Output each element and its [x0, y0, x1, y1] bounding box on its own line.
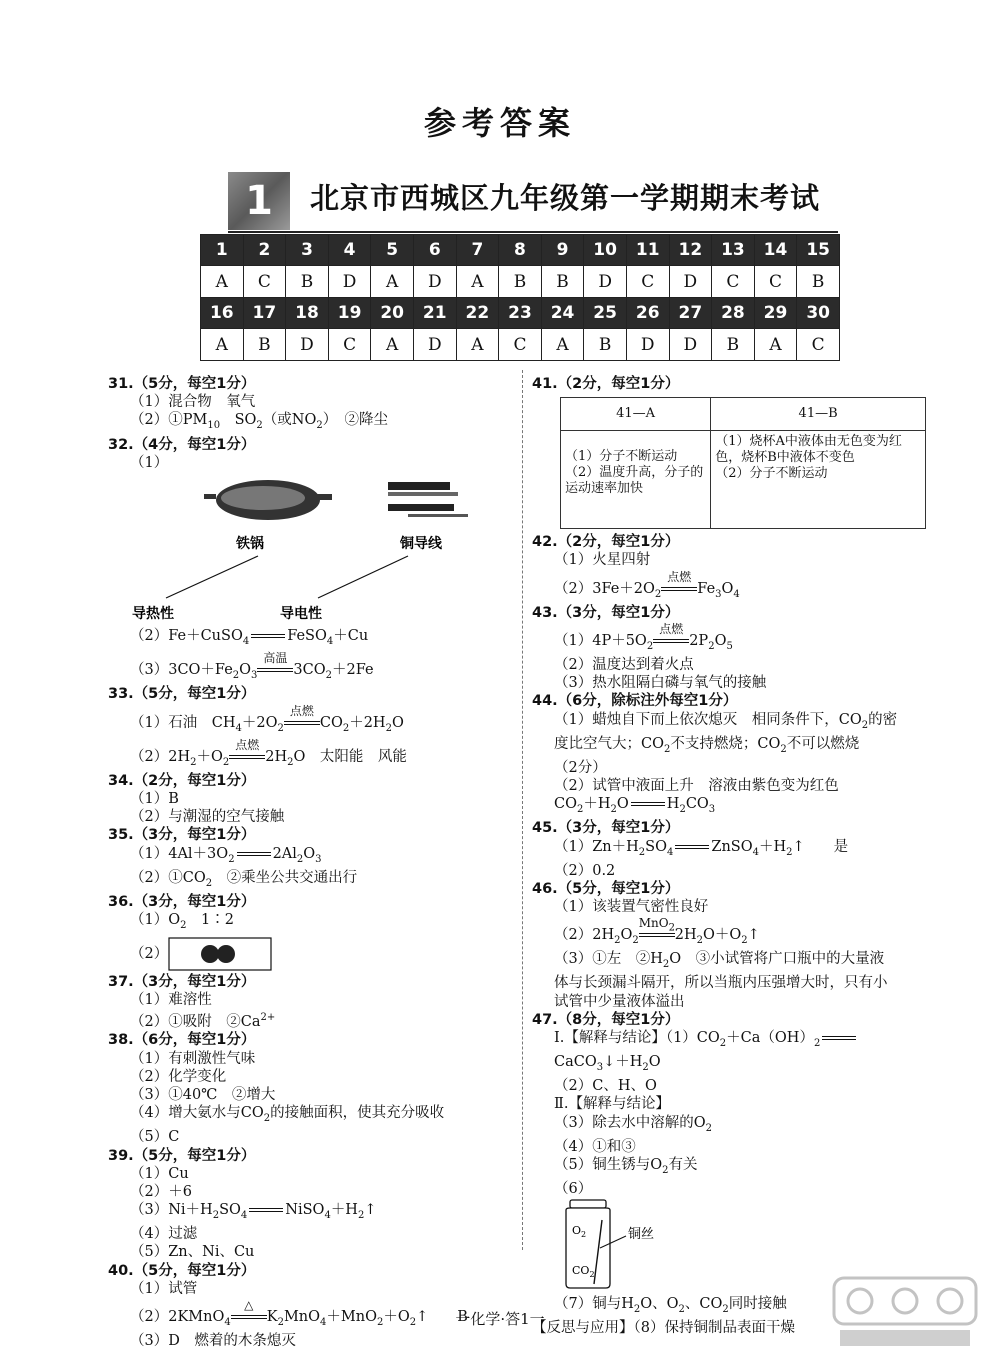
q32-answer-2: （2）Fe＋CuSO$_4$ FeSO$_4$＋Cu	[130, 628, 369, 647]
question-number-1: 1	[201, 235, 244, 266]
q46-answer-2: $(2)2H_2O_2$ MnO$_2$ $2H_2O+O_2↑$	[554, 916, 760, 947]
q40-answer-3: （3）D 燃着的木条熄灭	[130, 1333, 296, 1350]
q44-header: 44.（6分，除标注外每空1分）	[532, 693, 738, 710]
answer-cell-11: C	[626, 266, 669, 298]
jar-diagram	[554, 1198, 714, 1290]
q39-answer-2: （2）＋6	[130, 1183, 192, 1200]
q39-answer-5: （5）Zn、Ni、Cu	[130, 1244, 255, 1261]
q31-answer-1: （1）混合物 氧气	[130, 394, 256, 411]
q41-header: 41.（2分，每空1分）	[532, 376, 680, 392]
q45-answer-2: （2）0.2	[554, 862, 616, 879]
answer-cell-2: B	[243, 329, 286, 361]
question-number-8: 8	[499, 235, 542, 266]
q31-header: 31.（5分，每空1分）	[108, 376, 256, 392]
q42-header: 42.（2分，每空1分）	[532, 534, 680, 551]
answer-cell-10: D	[584, 266, 627, 298]
match-line-wok	[166, 556, 258, 598]
q43-header: 43.（3分，每空1分）	[532, 604, 680, 621]
q37-header: 37.（3分，每空1分）	[108, 973, 256, 990]
q46-answer-3-cont: 体与长颈漏斗隔开，所以当瓶内压强增大时，只有小	[554, 975, 888, 992]
question-number-12: 12	[669, 235, 712, 266]
answer-cell-14: A	[754, 329, 797, 361]
answer-cell-13: C	[712, 266, 755, 298]
q33-answer-2: $(2)2H_2+O_2$ 点燃 $2H_2O$ 太阳能 风能	[130, 737, 407, 768]
caption-copper-wire: 铜导线	[400, 535, 442, 552]
q33-header: 33.（5分，每空1分）	[108, 686, 256, 703]
q38-answer-2: （2）化学变化	[130, 1068, 227, 1085]
match-line-wire	[318, 556, 408, 598]
answer-cell-4: C	[328, 329, 371, 361]
answer-cell-14: C	[754, 266, 797, 298]
answer-cell-15: B	[797, 266, 840, 298]
q44-answer-1-cont: 度比空气大；$CO_2$不支持燃烧；$CO_2$不可以燃烧	[554, 735, 860, 755]
q43-answer-3: （3）热水阻隔白磷与氧气的接触	[554, 675, 767, 692]
question-number-14: 29	[754, 298, 797, 329]
question-number-6: 21	[413, 298, 456, 329]
question-number-11: 26	[626, 298, 669, 329]
caption-wok: 铁锅	[236, 535, 264, 552]
question-number-9: 24	[541, 298, 584, 329]
answer-cell-12: D	[669, 266, 712, 298]
page-footer: 一化学·答1一	[455, 1310, 545, 1328]
question-number-7: 22	[456, 298, 499, 329]
q39-answer-3: $(3)Ni+H_2SO_4$ $NiSO_4+H_2↑$	[130, 1202, 377, 1222]
answer-cell-3: D	[286, 329, 329, 361]
q47-answer-3: （3）除去水中溶解的$O_2$	[554, 1114, 712, 1134]
q36-answer-1: $(1)O_2$ 1∶2	[130, 911, 234, 931]
answer-cell-9: A	[541, 329, 584, 361]
q39-header: 39.（5分，每空1分）	[108, 1147, 256, 1164]
oxygen-molecule-diagram	[168, 937, 272, 971]
q47-answer-4: （4）①和③	[554, 1138, 636, 1155]
answer-cell-2: C	[243, 266, 286, 298]
question-number-13: 28	[712, 298, 755, 329]
q41-col-b-answers: （1）烧杯A中液体由无色变为红色，烧杯B中液体不变色 （2）分子不断运动	[711, 431, 926, 529]
q40-answer-1: （1）试管	[130, 1280, 198, 1297]
question-number-12: 27	[669, 298, 712, 329]
question-number-3: 18	[286, 298, 329, 329]
answer-cell-13: B	[712, 329, 755, 361]
q31-answer-2: $(2)①PM_{10}$ $SO_2$（或$NO_2$） ②降尘	[130, 412, 388, 432]
copper-wire-image	[388, 482, 468, 517]
question-number-2: 17	[243, 298, 286, 329]
answer-cell-10: B	[584, 329, 627, 361]
answer-cell-6: D	[413, 329, 456, 361]
q47-answer-1: Ⅰ.【解释与结论】$(1)CO_2+Ca(OH)_2$	[532, 1029, 952, 1053]
q46-answer-3-end: 试管中少量液体溢出	[554, 993, 685, 1010]
q41-col-b-header: 41—B	[711, 398, 926, 431]
q32-answer-1: （1）	[130, 454, 169, 471]
q34-answer-2: （2）与潮湿的空气接触	[130, 809, 285, 826]
q45-answer-1: $(1)Zn+H_2SO_4$ $ZnSO_4+H_2↑$ 是	[554, 838, 849, 858]
answer-cell-11: D	[626, 329, 669, 361]
q32-answer-3: $(3)3CO+Fe_2O_3$ 高温 $3CO_2+2Fe$	[130, 651, 374, 682]
q44-answer-1: （1）蜡烛自下而上依次熄灭 相同条件下，$CO_2$的密	[554, 711, 898, 731]
caption-electrical-conductivity: 导电性	[280, 605, 322, 622]
watermark-logo	[830, 1272, 980, 1352]
q47-header: 47.（8分，每空1分）	[532, 1011, 680, 1028]
question-number-15: 15	[797, 235, 840, 266]
answer-cell-15: C	[797, 329, 840, 361]
q38-answer-1: （1）有刺激性气味	[130, 1050, 256, 1067]
q47-answer-7: （7）铜与$H_2O$、$O_2$、$CO_2$同时接触	[554, 1296, 787, 1316]
answer-cell-8: B	[499, 266, 542, 298]
answer-cell-6: D	[413, 266, 456, 298]
q46-answer-3: （3）①左 $②H_2O$ ③小试管将广口瓶中的大量液	[554, 951, 885, 971]
q37-answer-2: （2）①吸附 $②Ca^{2+}$	[130, 1012, 276, 1031]
q32-matching-diagram	[108, 472, 508, 622]
q42-answer-2: $(2)3Fe+2O_2$ 点燃 $Fe_3O_4$	[554, 569, 740, 600]
q38-header: 38.（6分，每空1分）	[108, 1032, 256, 1049]
answer-cell-7: A	[456, 329, 499, 361]
q37-answer-1: （1）难溶性	[130, 992, 212, 1009]
q39-answer-4: （4）过滤	[130, 1226, 198, 1243]
answer-cell-5: A	[371, 329, 414, 361]
q47-answer-8: 【反思与应用】（8）保持铜制品表面干燥	[532, 1320, 795, 1337]
jar-label-o2: $O_2$	[572, 1224, 587, 1240]
q45-header: 45.（3分，每空1分）	[532, 820, 680, 837]
jar-label-co2: $CO_2$	[572, 1264, 595, 1280]
answer-cell-1: A	[201, 329, 244, 361]
q41-col-a-header: 41—A	[561, 398, 711, 431]
q38-answer-4: （4）增大氨水与$CO_2$的接触面积，使其充分吸收	[130, 1105, 445, 1125]
q36-answer-2: （2）	[108, 935, 508, 973]
caption-thermal-conductivity: 导热性	[132, 605, 174, 622]
question-number-15: 30	[797, 298, 840, 329]
question-number-3: 3	[286, 235, 329, 266]
section-number-badge: 1	[228, 172, 290, 230]
q47-answer-6: （6）	[554, 1180, 593, 1197]
question-number-5: 20	[371, 298, 414, 329]
question-number-13: 13	[712, 235, 755, 266]
q35-answer-1: $(1)4Al+3O_2$ $2Al_2O_3$	[130, 845, 322, 865]
column-divider	[522, 370, 523, 1250]
wok-image	[204, 480, 332, 520]
q46-header: 46.（5分，每空1分）	[532, 880, 680, 897]
title-underline	[228, 231, 838, 233]
q39-answer-1: （1）Cu	[130, 1165, 189, 1182]
page-title: 参考答案	[423, 104, 576, 142]
answer-cell-12: D	[669, 329, 712, 361]
q44-answer-1-score: （2分）	[554, 759, 607, 776]
q47-section-2: Ⅱ.【解释与结论】	[554, 1096, 670, 1113]
question-number-4: 19	[328, 298, 371, 329]
right-column	[532, 375, 952, 1338]
answer-cell-8: C	[499, 329, 542, 361]
question-number-10: 25	[584, 298, 627, 329]
left-column	[108, 375, 508, 1350]
answer-cell-7: A	[456, 266, 499, 298]
question-number-2: 2	[243, 235, 286, 266]
q33-answer-1: （1）石油 $CH_4+2O_2$ 点燃 $CO_2+2H_2O$	[130, 703, 404, 734]
q36-header: 36.（3分，每空1分）	[108, 893, 256, 910]
q47-answer-5: （5）铜生锈与$O_2$有关	[554, 1156, 698, 1176]
question-number-1: 16	[201, 298, 244, 329]
q34-answer-1: （1）B	[130, 790, 179, 807]
jar-label-copper-wire: 铜丝	[628, 1227, 655, 1243]
question-number-5: 5	[371, 235, 414, 266]
question-number-6: 6	[413, 235, 456, 266]
q34-header: 34.（2分，每空1分）	[108, 772, 256, 789]
q35-header: 35.（3分，每空1分）	[108, 827, 256, 844]
question-number-7: 7	[456, 235, 499, 266]
answer-cell-9: B	[541, 266, 584, 298]
answer-table	[200, 234, 840, 361]
q43-answer-1: $(1)4P+5O_2$ 点燃 $2P_2O_5$	[554, 621, 733, 652]
answer-cell-3: B	[286, 266, 329, 298]
q40-answer-2: （2）2KMnO$_4$ △ $K_2MnO_4+MnO_2+O_2↑$ B	[130, 1298, 468, 1328]
q44-answer-2: （2）试管中液面上升 溶液由紫色变为红色	[554, 778, 839, 794]
question-number-4: 4	[328, 235, 371, 266]
question-number-11: 11	[626, 235, 669, 266]
question-number-8: 23	[499, 298, 542, 329]
q46-answer-1: （1）该装置气密性良好	[554, 899, 709, 915]
q35-answer-2: $(2)①CO_2$ ②乘坐公共交通出行	[130, 869, 358, 889]
q32-header: 32.（4分，每空1分）	[108, 436, 256, 453]
exam-title: 北京市西城区九年级第一学期期末考试	[310, 181, 821, 215]
question-number-10: 10	[584, 235, 627, 266]
q47-answer-2: （2）C、H、O	[554, 1078, 657, 1095]
question-number-9: 9	[541, 235, 584, 266]
q47-answer-1-cont: $CaCO_3↓+H_2O$	[554, 1054, 661, 1073]
q42-answer-1: （1）火星四射	[554, 552, 651, 569]
answer-cell-4: D	[328, 266, 371, 298]
q38-answer-3: （3）①40℃ ②增大	[130, 1087, 276, 1104]
q43-answer-2: （2）温度达到着火点	[554, 657, 694, 673]
q44-equation: $CO_2+H_2O$ $H_2CO_3$	[554, 796, 716, 816]
q41-col-a-answers: （1）分子不断运动 （2）温度升高，分子的运动速率加快	[561, 431, 711, 529]
q38-answer-5: （5）C	[130, 1129, 180, 1146]
q41-answer-table	[560, 397, 926, 529]
answer-cell-5: A	[371, 266, 414, 298]
q40-header: 40.（5分，每空1分）	[108, 1262, 256, 1279]
answer-cell-1: A	[201, 266, 244, 298]
question-number-14: 14	[754, 235, 797, 266]
